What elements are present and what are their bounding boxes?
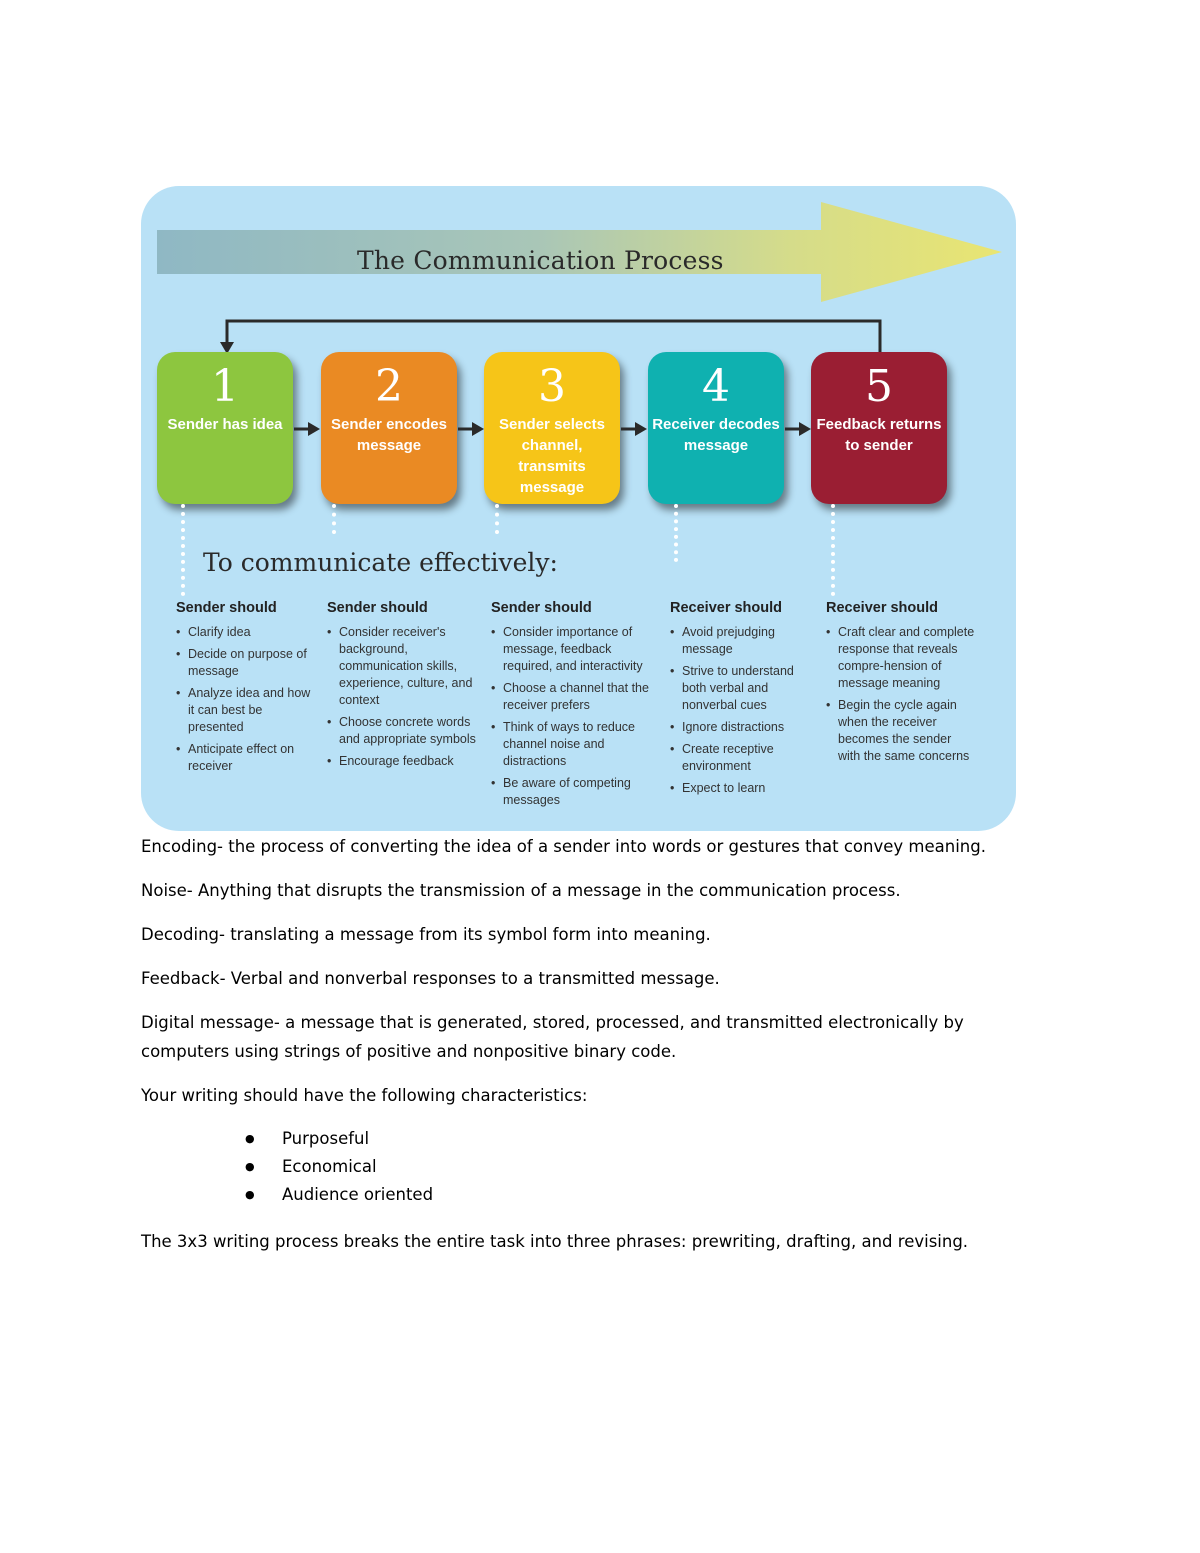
list-item: • Consider importance of message, feedback required, and interactivity bbox=[491, 624, 661, 675]
list-item: • Begin the cycle again when the receiver becomes the sender with the same concerns bbox=[826, 697, 976, 765]
step-number: 1 bbox=[211, 361, 239, 412]
column-sender-encode bbox=[327, 600, 479, 775]
list-item: • Choose concrete words and appropriate symbols bbox=[327, 714, 479, 748]
arrow-right-icon bbox=[621, 422, 647, 436]
definition-encoding: Encoding- the process of converting the idea of a sender into words or gestures that convey meaning. bbox=[141, 837, 986, 856]
effective-subtitle: To communicate effectively: bbox=[203, 548, 558, 577]
step-label: Sender has idea bbox=[167, 416, 283, 433]
column-heading: Sender should bbox=[491, 600, 592, 616]
list-item: • Encourage feedback bbox=[327, 753, 479, 770]
writing-process-sentence: The 3x3 writing process breaks the entire task into three phrases: prewriting, drafting, and revising. bbox=[141, 1232, 969, 1251]
list-item: • Ignore distractions bbox=[670, 719, 820, 736]
list-item: • Consider receiver's background, communication skills, experience, culture, and context bbox=[327, 624, 479, 709]
characteristics-list bbox=[245, 1125, 433, 1209]
list-item: ● Purposeful bbox=[245, 1125, 433, 1153]
definition-feedback: Feedback- Verbal and nonverbal responses to a transmitted message. bbox=[141, 969, 720, 988]
figure-title: The Communication Process bbox=[357, 246, 724, 275]
list-item: • Create receptive environment bbox=[670, 741, 820, 775]
arrow-right-icon bbox=[785, 422, 811, 436]
step-label: Receiver decodes message bbox=[652, 416, 780, 454]
step-5-box bbox=[811, 352, 947, 504]
step-number: 5 bbox=[865, 361, 893, 412]
step-3-box bbox=[484, 352, 620, 504]
list-item: • Anticipate effect on receiver bbox=[176, 741, 314, 775]
list-item: • Clarify idea bbox=[176, 624, 314, 641]
characteristics-intro: Your writing should have the following characteristics: bbox=[141, 1086, 588, 1105]
dotted-connector bbox=[332, 504, 336, 534]
list-item: • Think of ways to reduce channel noise and distractions bbox=[491, 719, 661, 770]
step-label: Sender selects channel, transmits message bbox=[499, 416, 605, 496]
definition-digital-message-line2: computers using strings of positive and nonpositive binary code. bbox=[141, 1042, 677, 1061]
arrow-right-icon bbox=[458, 422, 484, 436]
list-item: • Avoid prejudging message bbox=[670, 624, 820, 658]
dotted-connector bbox=[181, 504, 185, 596]
list-item: • Choose a channel that the receiver prefers bbox=[491, 680, 661, 714]
step-4-box bbox=[648, 352, 784, 504]
communication-process-figure bbox=[141, 186, 1016, 831]
step-number: 2 bbox=[375, 361, 403, 412]
step-label: Feedback returns to sender bbox=[816, 416, 942, 454]
column-heading: Receiver should bbox=[670, 600, 783, 616]
column-sender-idea bbox=[176, 600, 314, 780]
column-receiver-decode bbox=[670, 600, 820, 802]
column-heading: Sender should bbox=[176, 600, 277, 616]
list-item: ● Economical bbox=[245, 1153, 433, 1181]
step-number: 3 bbox=[538, 361, 566, 412]
dotted-connector bbox=[674, 504, 678, 562]
step-label: Sender encodes message bbox=[331, 416, 447, 454]
column-sender-channel bbox=[491, 600, 661, 814]
step-number: 4 bbox=[702, 361, 730, 412]
list-item: • Craft clear and complete response that reveals compre-hension of message meaning bbox=[826, 624, 976, 692]
list-item: • Expect to learn bbox=[670, 780, 820, 797]
list-item: • Strive to understand both verbal and nonverbal cues bbox=[670, 663, 820, 714]
step-2-box bbox=[321, 352, 457, 504]
list-item: • Decide on purpose of message bbox=[176, 646, 314, 680]
definition-decoding: Decoding- translating a message from its symbol form into meaning. bbox=[141, 925, 711, 944]
column-heading: Sender should bbox=[327, 600, 428, 616]
step-1-box bbox=[157, 352, 293, 504]
dotted-connector bbox=[831, 504, 835, 596]
column-heading: Receiver should bbox=[826, 600, 939, 616]
list-item: • Analyze idea and how it can best be presented bbox=[176, 685, 314, 736]
list-item: • Be aware of competing messages bbox=[491, 775, 661, 809]
definition-digital-message-line1: Digital message- a message that is generated, stored, processed, and transmitted electronically by bbox=[141, 1013, 964, 1032]
arrow-right-icon bbox=[294, 422, 320, 436]
column-receiver-feedback bbox=[826, 600, 976, 770]
dotted-connector bbox=[495, 504, 499, 534]
definition-noise: Noise- Anything that disrupts the transmission of a message in the communication process. bbox=[141, 881, 901, 900]
list-item: ● Audience oriented bbox=[245, 1181, 433, 1209]
